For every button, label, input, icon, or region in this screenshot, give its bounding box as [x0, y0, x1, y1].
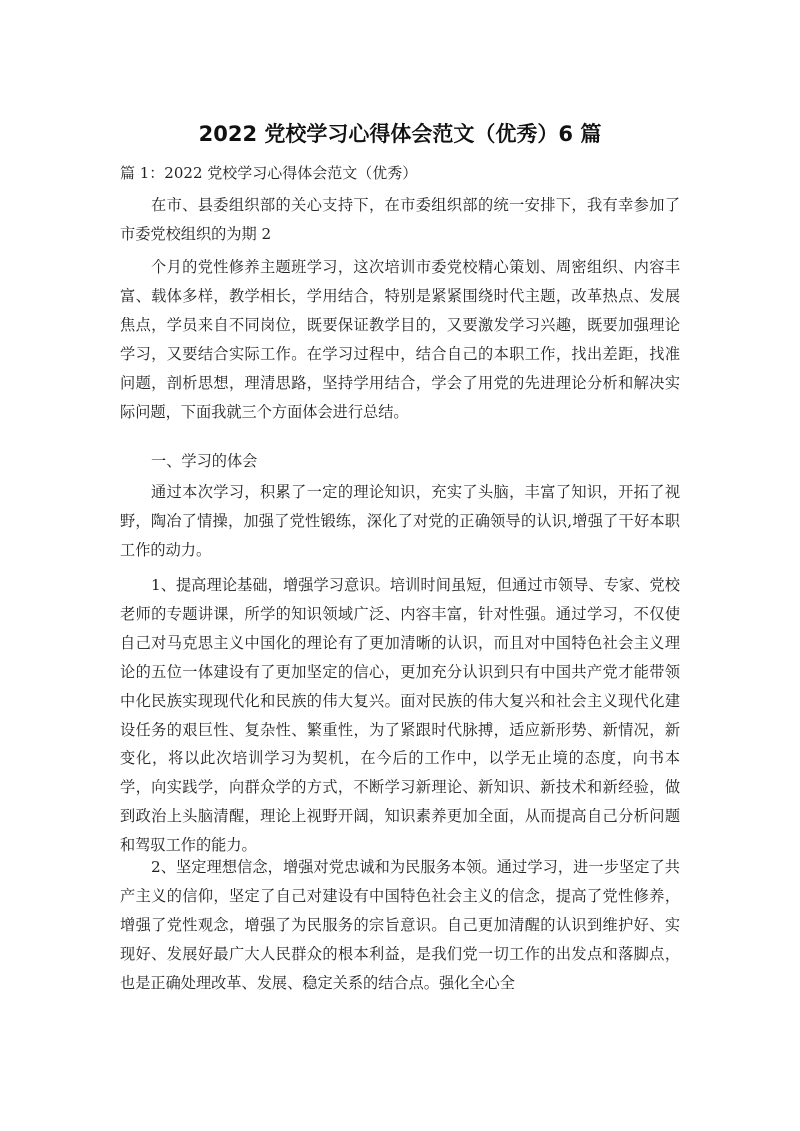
paragraph-point-1: 1、提高理论基础，增强学习意识。培训时间虽短，但通过市领导、专家、党校老师的专题讲课，所学的知识领域广泛、内容丰富，针对性强。通过学习，不仅使自己对马克思主义中国化的理论有了更加清晰的认识，而且对中国特色社会主义理论的五位一体建设有了更加坚定的信心，更加充分认识到只有中国共产党才能带领中化民族实现现代化和民族的伟大复兴。面对民族的伟大复兴和社会主义现代化建设任务的艰巨性、复杂性、繁重性，为了紧跟时代脉搏，适应新形势、新情况，新变化，将以此次培训学习为契机，在今后的工作中，以学无止境的态度，向书本学，向实践学，向群众学的方式，不断学习新理论、新知识、新技术和新经验，做到政治上头脑清醒，理论上视野开阔，知识素养更加全面，从而提高自己分析问题和驾驭工作的能力。 [120, 576, 680, 855]
paragraph-training-overview: 个月的党性修养主题班学习，这次培训市委党校精心策划、周密组织、内容丰富、载体多样，教学相长，学用结合，特别是紧紧围绕时代主题，改革热点、发展焦点，学员来自不同岗位，既要保证教学目的，又要激发学习兴趣，既要加强理论学习，又要结合实际工作。在学习过程中，结合自己的本职工作，找出差距，找准问题，剖析思想，理清思路，坚持学用结合，学会了用党的先进理论分析和解决实际问题，下面我就三个方面体会进行总结。 [120, 258, 680, 421]
paragraph-intro: 在市、县委组织部的关心支持下，在市委组织部的统一安排下，我有幸参加了市委党校组织的为期 2 [120, 196, 680, 243]
paragraph-point-2: 2、坚定理想信念，增强对党忠诚和为民服务本领。通过学习，进一步坚定了共产主义的信仰，坚定了自己对建设有中国特色社会主义的信念，提高了党性修养，增强了党性观念，增强了为民服务的宗旨意识。自己更加清醒的认识到维护好、实现好、发展好最广大人民群众的根本利益，是我们党一切工作的出发点和落脚点，也是正确处理改革、发展、稳定关系的结合点。强化全心全 [120, 858, 680, 992]
section-heading-learning: 一、学习的体会 [151, 452, 258, 470]
article-heading: 篇 1：2022 党校学习心得体会范文（优秀） [120, 164, 418, 182]
document-title: 2022 党校学习心得体会范文（优秀）6 篇 [198, 122, 602, 146]
paragraph-learning-summary: 通过本次学习，积累了一定的理论知识，充实了头脑，丰富了知识，开拓了视野，陶冶了情操，加强了党性锻练，深化了对党的正确领导的认识,增强了干好本职工作的动力。 [120, 483, 680, 559]
